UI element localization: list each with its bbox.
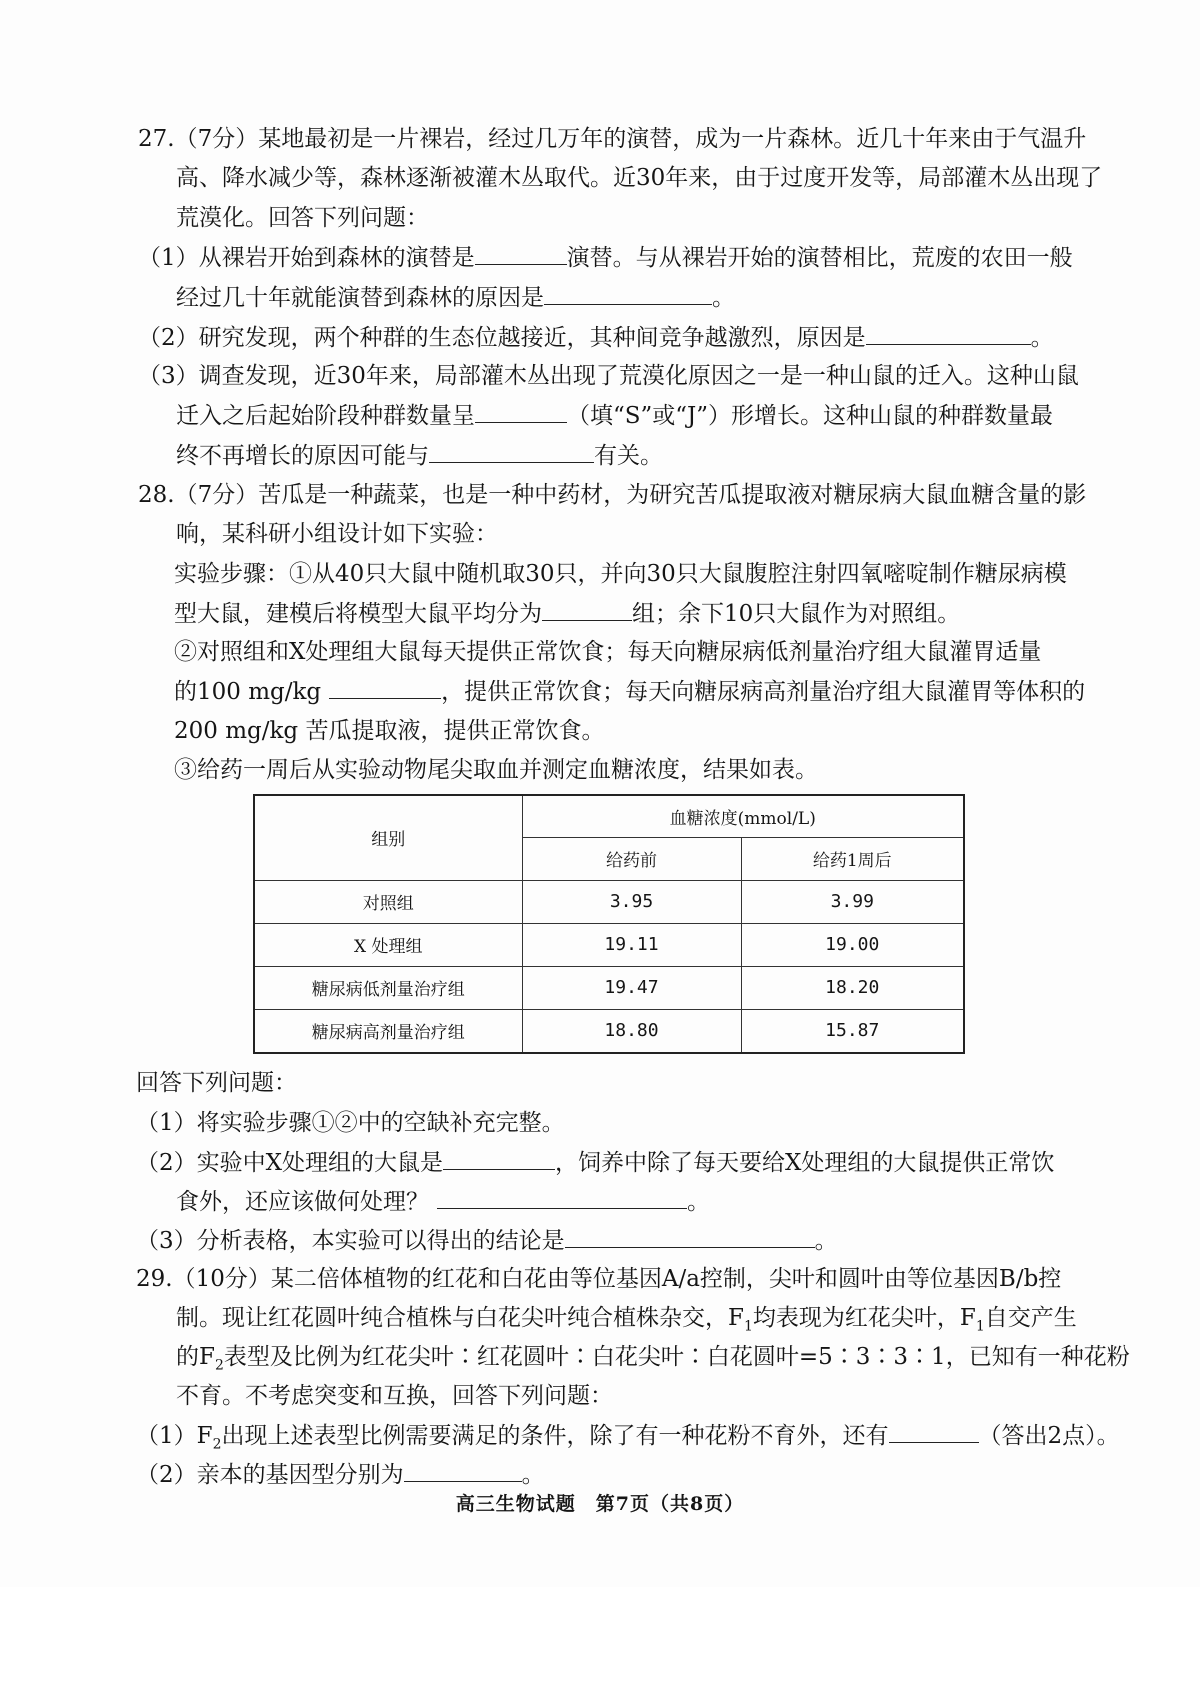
q29-part1-text: 出现上述表型比例需要满足的条件，除了有一种花粉不育外，还有 <box>221 1423 889 1449</box>
q28-part2-text-a: （2）实验中X处理组的大鼠是 <box>136 1150 444 1176</box>
answer-blank[interactable] <box>475 400 567 423</box>
q28-part2-text-b: ，饲养中除了每天要给X处理组的大鼠提供正常饮 <box>555 1150 1055 1176</box>
q28-step1-text-c: 组；余下10只大鼠作为对照组。 <box>632 601 961 627</box>
q27-part3-text-c: （填“S”或“J”）形增长。这种山鼠的种群数量最 <box>567 403 1054 429</box>
q27-part1-text-c: 经过几十年就能演替到森林的原因是 <box>176 285 544 311</box>
table-cell-group: 糖尿病低剂量治疗组 <box>254 966 522 1009</box>
table-cell-group: 糖尿病高剂量治疗组 <box>254 1009 522 1053</box>
answer-blank[interactable] <box>404 1459 522 1482</box>
answer-blank[interactable] <box>866 322 1031 345</box>
q28-step1-text-b: 型大鼠，建模后将模型大鼠平均分为 <box>174 601 542 627</box>
q28-stem-line-1: 28.（7分）苦瓜是一种蔬菜，也是一种中药材，为研究苦瓜提取液对糖尿病大鼠血糖含量的影 <box>138 482 1087 508</box>
q28-step2-text-b: 的100 mg/kg <box>174 679 322 705</box>
q27-part3-line-2 <box>176 400 1053 431</box>
q27-stem-line-3: 荒漠化。回答下列问题： <box>176 205 429 231</box>
q29-part2-line <box>136 1459 545 1490</box>
q28-step2-line-2 <box>174 676 1085 707</box>
q28-step1-line-1: 实验步骤：①从40只大鼠中随机取30只，并向30只大鼠腹腔注射四氧嘧啶制作糖尿病模 <box>174 561 1067 587</box>
q27-part1-line-2 <box>176 282 735 313</box>
table-cell-before: 19.11 <box>522 923 741 966</box>
q29-stem-text: 均表现为红花尖叶，F <box>752 1305 976 1331</box>
subscript: 2 <box>214 1357 224 1374</box>
q28-part3-line <box>136 1225 838 1256</box>
answer-blank[interactable] <box>544 282 712 305</box>
q27-stem-line-2: 高、降水减少等，森林逐渐被灌木丛取代。近30年来，由于过度开发等，局部灌木丛出现了 <box>176 165 1103 191</box>
page-footer-text: 高三生物试题 第7页（共8页） <box>455 1493 745 1515</box>
table-cell-before: 18.80 <box>522 1009 741 1053</box>
q28-part2-line-2 <box>176 1186 710 1217</box>
q29-stem-line-3 <box>176 1342 1130 1381</box>
q28-part3-text-a: （3）分析表格，本实验可以得出的结论是 <box>136 1228 565 1254</box>
q29-part1-text: （答出2点）。 <box>978 1423 1120 1449</box>
table-header-before: 给药前 <box>522 837 741 880</box>
answer-blank[interactable] <box>437 1186 687 1209</box>
q29-part2-text: （2）亲本的基因型分别为 <box>136 1462 404 1488</box>
q27-part2-text-a: （2）研究发现，两个种群的生态位越接近，其种间竞争越激烈，原因是 <box>138 325 866 351</box>
q28-step2-text-c: ，提供正常饮食；每天向糖尿病高剂量治疗组大鼠灌胃等体积的 <box>441 679 1086 705</box>
answer-blank[interactable] <box>429 440 594 463</box>
q27-part3-line-3 <box>176 440 663 471</box>
q28-step2-line-1: ②对照组和X处理组大鼠每天提供正常饮食；每天向糖尿病低剂量治疗组大鼠灌胃适量 <box>174 639 1042 665</box>
table-row <box>254 966 964 1009</box>
q28-step3-line: ③给药一周后从实验动物尾尖取血并测定血糖浓度，结果如表。 <box>174 757 818 783</box>
table-row <box>254 1009 964 1053</box>
table-cell-before: 19.47 <box>522 966 741 1009</box>
q29-stem-text: 表型及比例为红花尖叶∶红花圆叶∶白花尖叶∶白花圆叶=5∶3∶3∶1，已知有一种花粉 <box>223 1344 1130 1370</box>
table-cell-group: 对照组 <box>254 880 522 923</box>
q27-stem-line-1: 27.（7分）某地最初是一片裸岩，经过几万年的演替，成为一片森林。近几十年来由于气温升 <box>138 126 1087 152</box>
q29-part1-line <box>136 1420 1120 1460</box>
answer-blank[interactable] <box>443 1147 555 1170</box>
q29-part2-text: 。 <box>521 1462 545 1488</box>
q27-part2-line <box>138 322 1054 353</box>
q27-part1-line-1 <box>138 242 1073 273</box>
subscript: 1 <box>743 1318 753 1335</box>
table-cell-after: 15.87 <box>741 1009 964 1053</box>
q27-part1-text-a: （1）从裸岩开始到森林的演替是 <box>138 245 475 271</box>
q28-part3-text-b: 。 <box>814 1228 838 1254</box>
q27-part1-text-b: 演替。与从裸岩开始的演替相比，荒废的农田一般 <box>566 245 1073 271</box>
q27-part3-text-e: 有关。 <box>594 443 663 469</box>
q29-stem-line-2 <box>176 1303 1077 1342</box>
q28-part2-line-1 <box>136 1147 1054 1178</box>
subscript: 2 <box>212 1436 222 1453</box>
q29-stem-line-4: 不育。不考虑突变和互换，回答下列问题： <box>176 1383 613 1409</box>
q27-part1-text-d: 。 <box>712 285 735 311</box>
q27-part2-text-b: 。 <box>1030 325 1054 351</box>
table-cell-after: 18.20 <box>741 966 964 1009</box>
table-header-group: 组别 <box>254 795 522 880</box>
answer-blank[interactable] <box>542 598 632 621</box>
table-header-after: 给药1周后 <box>741 837 964 880</box>
q28-step2-line-3: 200 mg/kg 苦瓜提取液，提供正常饮食。 <box>174 718 605 744</box>
page-footer <box>0 1489 1200 1516</box>
q29-part1-text: （1）F <box>136 1423 213 1449</box>
q28-part1-line: （1）将实验步骤①②中的空缺补充完整。 <box>136 1110 565 1136</box>
table-row <box>254 880 964 923</box>
q28-part2-text-c: 食外，还应该做何处理？ <box>176 1189 429 1215</box>
q28-part2-text-d: 。 <box>687 1189 710 1215</box>
q27-part3-text-b: 迁入之后起始阶段种群数量呈 <box>176 403 475 429</box>
q29-stem-line-1: 29.（10分）某二倍体植物的红花和白花由等位基因A/a控制，尖叶和圆叶由等位基因B/b控 <box>136 1266 1062 1292</box>
q28-answer-intro: 回答下列问题： <box>136 1070 297 1096</box>
q29-stem-text: 自交产生 <box>984 1305 1077 1331</box>
table-row <box>254 923 964 966</box>
table-cell-after: 19.00 <box>741 923 964 966</box>
table-cell-group: X 处理组 <box>254 923 522 966</box>
q27-part3-line-1: （3）调查发现，近30年来，局部灌木丛出现了荒漠化原因之一是一种山鼠的迁入。这种山鼠 <box>138 363 1079 389</box>
subscript: 1 <box>975 1318 985 1335</box>
answer-blank[interactable] <box>889 1420 979 1443</box>
blood-glucose-table <box>253 794 965 1054</box>
answer-blank[interactable] <box>565 1225 815 1248</box>
answer-blank[interactable] <box>475 242 567 265</box>
q29-stem-text: 制。现让红花圆叶纯合植株与白花尖叶纯合植株杂交，F <box>176 1305 744 1331</box>
q29-stem-text: 的F <box>176 1344 215 1370</box>
q27-part3-text-d: 终不再增长的原因可能与 <box>176 443 429 469</box>
q28-step1-line-2 <box>174 598 960 629</box>
q28-stem-line-2: 响，某科研小组设计如下实验： <box>176 521 498 547</box>
table-header-glucose: 血糖浓度(mmol/L) <box>522 795 964 837</box>
answer-blank[interactable] <box>329 676 441 699</box>
table-cell-before: 3.95 <box>522 880 741 923</box>
table-cell-after: 3.99 <box>741 880 964 923</box>
